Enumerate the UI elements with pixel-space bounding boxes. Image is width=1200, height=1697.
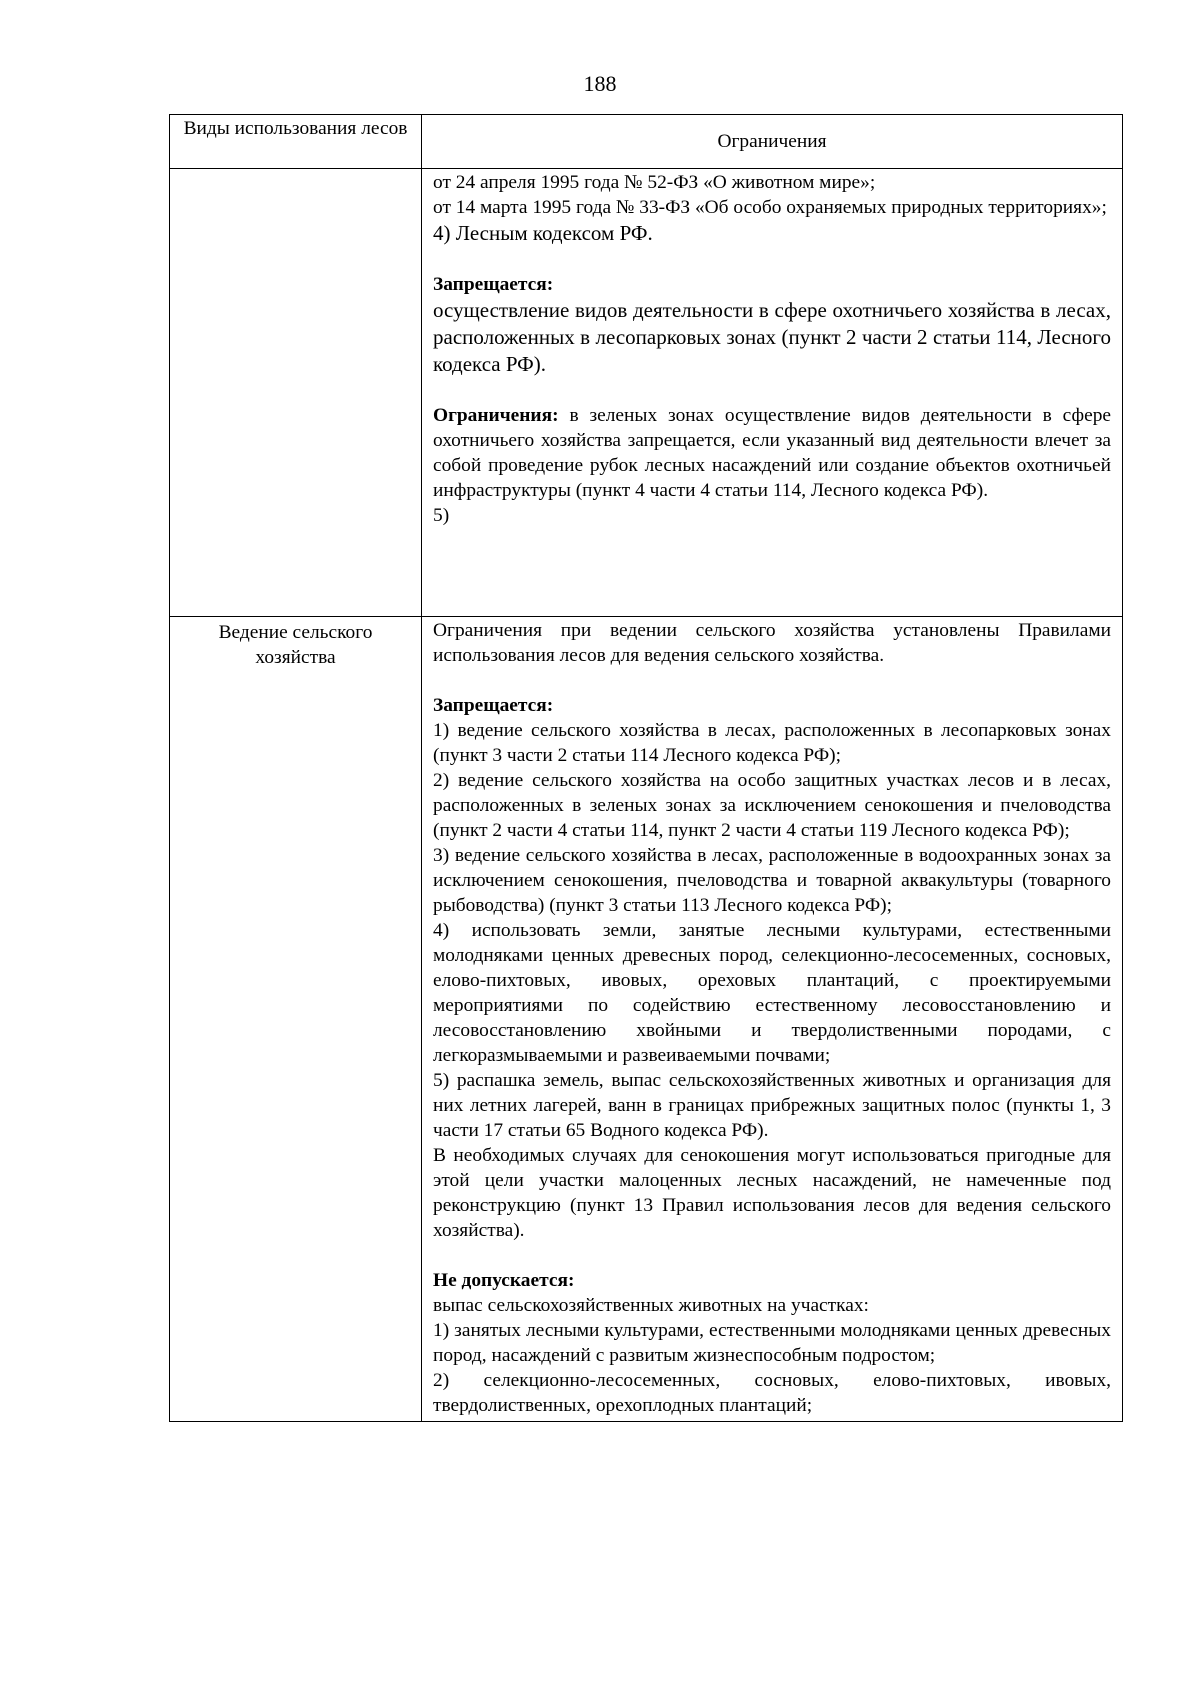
paragraph: 3) ведение сельского хозяйства в лесах, расположенные в водоохранных зонах за исключением сенокошения, пчеловодства и товарной аквакультуры (товарного рыбоводства) (пункт 3 статьи 113 Лесного кодекса РФ);	[433, 845, 1111, 916]
page-number: 188	[583, 71, 617, 96]
use-type-cell	[170, 169, 422, 617]
paragraph-spacer	[433, 1243, 1111, 1268]
paragraph: 4) использовать земли, занятые лесными культурами, естественными молодняками ценных древесных пород, селекционно-лесосеменных, сосновых, елово-пихтовых, ивовых, ореховых плантаций, с проектируемыми мероприятиями по содействию естественному лесовосстановлению и лесовосстановлению хвойными и твердолиственными породами, с легкоразмываемыми и развеиваемыми почвами;	[433, 920, 1111, 1066]
restrictions-table	[169, 114, 1123, 1422]
table-row	[170, 617, 1123, 1422]
paragraph: Ограничения при ведении сельского хозяйства установлены Правилами использования лесов для ведения сельского хозяйства.	[433, 620, 1111, 666]
paragraph-label: Ограничения:	[433, 405, 559, 426]
paragraph-spacer	[433, 247, 1111, 272]
paragraph: 2) ведение сельского хозяйства на особо защитных участках лесов и в лесах, расположенных в зеленых зонах за исключением сенокошения и пчеловодства (пункт 2 части 4 статьи 114, пункт 2 части 4 статьи 119 Лесного кодекса РФ);	[433, 770, 1111, 841]
section-heading: Не допускается:	[433, 1270, 575, 1291]
header-use-type: Виды использования лесов	[170, 115, 422, 169]
paragraph: 5) распашка земель, выпас сельскохозяйственных животных и организация для них летних лагерей, ванн в границах прибрежных защитных полос (пункты 1, 3 части 17 статьи 65 Водного кодекса РФ).	[433, 1070, 1111, 1141]
restrictions-cell	[422, 617, 1123, 1422]
table-header-row	[170, 115, 1123, 169]
paragraph-spacer	[433, 668, 1111, 693]
paragraph: 1) ведение сельского хозяйства в лесах, расположенных в лесопарковых зонах (пункт 3 части 2 статьи 114 Лесного кодекса РФ);	[433, 720, 1111, 766]
paragraph: 1) занятых лесными культурами, естественными молодняками ценных древесных пород, насаждений с развитым жизнеспособным подростом;	[433, 1320, 1111, 1366]
paragraph: от 24 апреля 1995 года № 52-ФЗ «О животном мире»;	[433, 172, 876, 193]
labeled-paragraph	[433, 403, 1111, 503]
paragraph: 5)	[433, 505, 450, 526]
header-restrictions: Ограничения	[422, 115, 1123, 169]
section-heading: Запрещается:	[433, 695, 554, 716]
use-type-cell: Ведение сельского хозяйства	[170, 617, 422, 1422]
paragraph: осуществление видов деятельности в сфере охотничьего хозяйства в лесах, расположенных в лесопарковых зонах (пункт 2 части 2 статьи 114, Лесного кодекса РФ).	[433, 298, 1111, 376]
paragraph: выпас сельскохозяйственных животных на участках:	[433, 1295, 869, 1316]
paragraph: 4) Лесным кодексом РФ.	[433, 221, 653, 245]
table-row	[170, 169, 1123, 617]
paragraph: В необходимых случаях для сенокошения могут использоваться пригодные для этой цели участки малоценных лесных насаждений, не намеченные под реконструкцию (пункт 13 Правил использования лесов для ведения сельского хозяйства).	[433, 1145, 1111, 1241]
restrictions-cell	[422, 169, 1123, 617]
paragraph-spacer	[433, 378, 1111, 403]
section-heading: Запрещается:	[433, 274, 554, 295]
paragraph: 2) селекционно-лесосеменных, сосновых, елово-пихтовых, ивовых, твердолиственных, орехоплодных плантаций;	[433, 1370, 1111, 1416]
paragraph: от 14 марта 1995 года № 33-ФЗ «Об особо охраняемых природных территориях»;	[433, 197, 1107, 218]
paragraph-text: в зеленых зонах осуществление видов деятельности в сфере охотничьего хозяйства запрещается, если указанный вид деятельности влечет за собой проведение рубок лесных насаждений или создание объектов охотничьей инфраструктуры (пункт 4 части 4 статьи 114, Лесного кодекса РФ).	[433, 405, 1111, 501]
